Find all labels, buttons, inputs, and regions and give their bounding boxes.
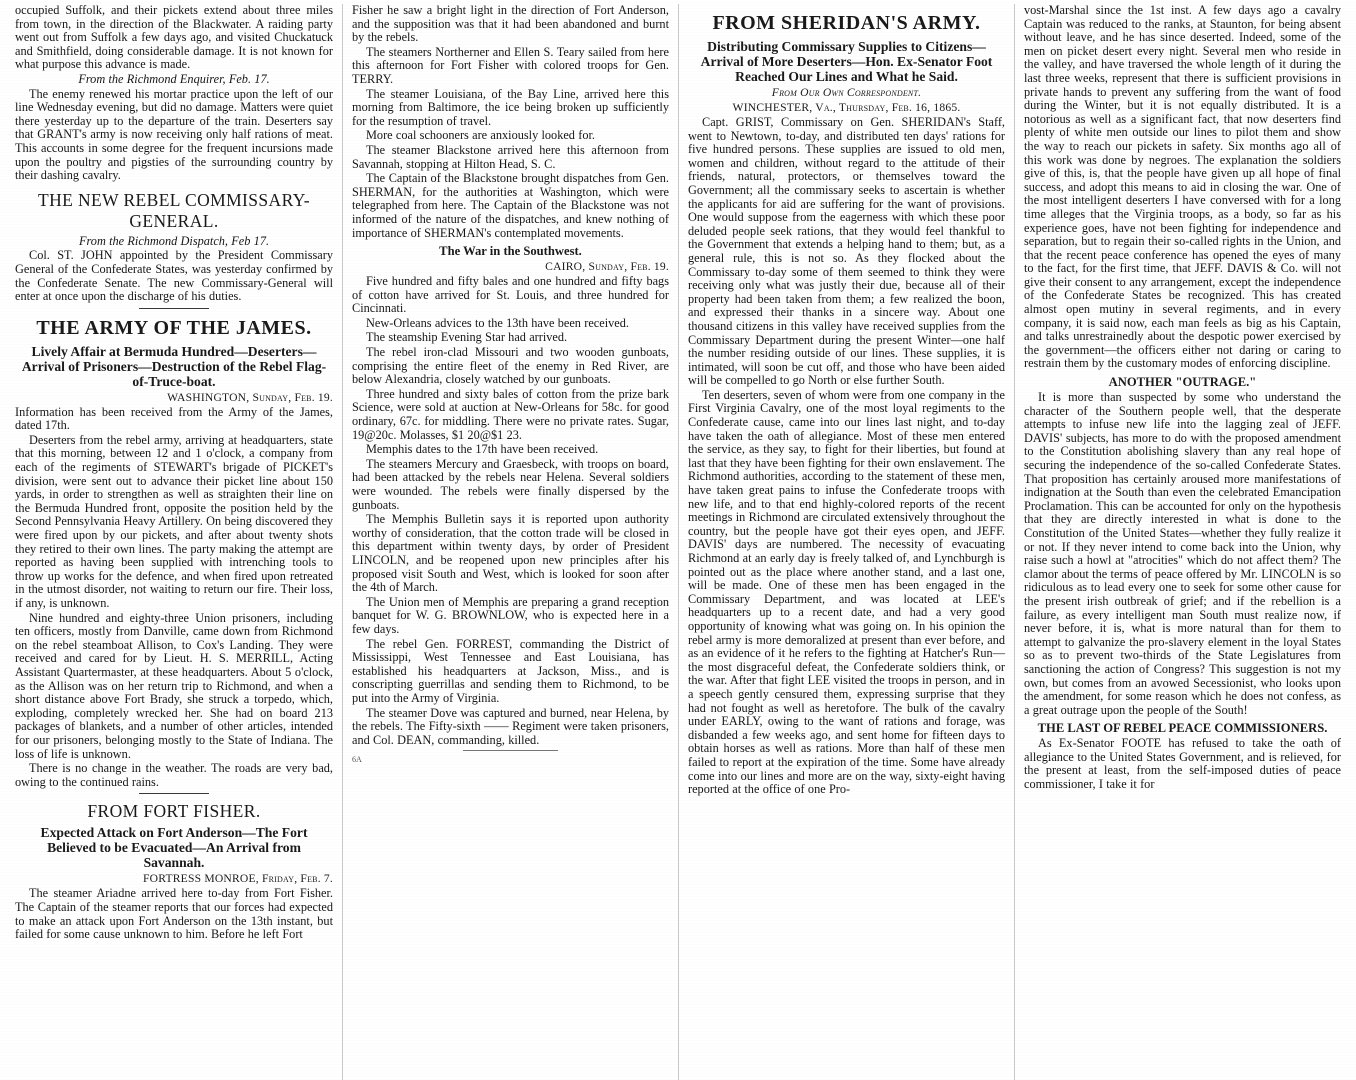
section-headline: THE NEW REBEL COMMISSARY-GENERAL. xyxy=(37,189,311,231)
paragraph: The rebel iron-clad Missouri and two wooden gunboats, comprising the entire fleet of the enemy in Red River, are below Alexandria, closely watched by our gunboats. xyxy=(352,345,669,387)
divider xyxy=(139,308,209,309)
paragraph: Fisher he saw a bright light in the direction of Fort Anderson, and the supposition was that it had been abandoned and burnt by the rebels. xyxy=(352,3,669,45)
paragraph: Col. ST. JOHN appointed by the President Commissary General of the Confederate States, was yesterday confirmed by the Confederate Senate. The new Commissary-General will enter at once upon the discharge of his duties. xyxy=(15,248,333,304)
paragraph: More coal schooners are anxiously looked for. xyxy=(366,128,595,143)
column-4 xyxy=(1014,4,1350,1080)
paragraph: Three hundred and sixty bales of cotton from the prize bark Science, were sold at auction at New-Orleans for 58c. for good ordinary, 67c. for middling. There were no private rates. Sugar, 19@20c. Molasses, $1 20@$1 23. xyxy=(352,386,669,442)
paragraph: occupied Suffolk, and their pickets extend about three miles from town, in the direction of the Blackwater. A raiding party went out from Suffolk a few days ago, and visited Chuckatuck and Smithfield, doing considerable damage. It is not known for what purpose this advance is made. xyxy=(15,3,333,72)
paragraph: The steamer Dove was captured and burned, near Helena, by the rebels. The Fifty-sixth —— Regiment were taken prisoners, and Col. DEAN, commanding, killed. xyxy=(352,705,669,747)
dateline: CAIRO, Sunday, Feb. 19. xyxy=(545,260,669,274)
column-3 xyxy=(678,4,1014,1080)
paragraph: Information has been received from the Army of the James, dated 17th. xyxy=(15,404,333,433)
source-credit: From the Richmond Dispatch, Feb 17. xyxy=(78,233,270,248)
paragraph: The Union men of Memphis are preparing a grand reception banquet for W. G. BROWNLOW, who is expected here in a few days. xyxy=(352,594,669,636)
paragraph: As Ex-Senator FOOTE has refused to take the oath of allegiance to the United States Government, and is relieved, for the present at least, from the self-imposed duties of peace commissioner, I take it for xyxy=(1024,736,1341,792)
paragraph: The Captain of the Blackstone brought dispatches from Gen. SHERMAN, for the authorities at Washington, which were telegraphed from here. The Captain of the Blackstone was not informed of the nature of the dispatches, and knew nothing of importance of SHERMAN's contemplated movements. xyxy=(352,171,669,240)
section-headline: FROM SHERIDAN'S ARMY. xyxy=(712,12,981,34)
section-headline: FROM FORT FISHER. xyxy=(87,801,261,822)
section-subhead: Lively Affair at Bermuda Hundred—Deserters—Arrival of Prisoners—Destruction of the Rebel Flag-of-Truce-boat. xyxy=(21,343,327,389)
paragraph: The enemy renewed his mortar practice upon the left of our line Wednesday evening, but did no damage. Matters were quiet there yesterday up to the departure of the train. Deserters say that GRANT's army is now receiving only half rations of meat. This accounts in some degree for the frequent incursions made upon the poultry and pigsties of the surrounding country by their dashing cavalry. xyxy=(15,86,333,183)
dateline: FORTRESS MONROE, Friday, Feb. 7. xyxy=(143,872,333,886)
column-2 xyxy=(342,4,678,1080)
divider xyxy=(139,793,209,794)
paragraph: New-Orleans advices to the 13th have been received. xyxy=(366,315,629,330)
section-subhead: Expected Attack on Fort Anderson—The Fort Believed to be Evacuated—An Arrival from Savannah. xyxy=(40,825,308,871)
section-headline: ANOTHER "OUTRAGE." xyxy=(1108,375,1257,390)
section-headline: THE LAST OF REBEL PEACE COMMISSIONERS. xyxy=(1037,721,1328,736)
paragraph: Ten deserters, seven of whom were from one company in the First Virginia Cavalry, one of the most loyal regiments to the Confederate cause, came into our lines last night, and to-day have taken the oath of allegiance. Most of these men entered the service, as they say, to fight for their liberties, but found at last that they have been fighting for their own enslavement. The Richmond authorities, according to the statement of these men, have taken great pains to infuse the Confederate troops with new life, and to that end highly-colored reports of the recent meetings in Richmond are circulated extensively throughout the country, but the people have got their eyes open, and JEFF. DAVIS' days are numbered. The necessity of evacuating Richmond at an early day is freely talked of, and Lynchburgh is pointed out as the place where another stand, and a last one, will be made. One of these men has been engaged in the Commissary Department, and was located at LEE's headquarters up to a recent date, and had a very good opportunity of knowing what was going on. In his opinion the rebel army is more demoralized at present than ever before, and as an evidence of it he refers to the fighting at Hatcher's Run—the most disgraceful defeat, the Confederate soldiers think, or the war. After that fight LEE visited the troops in person, and in a speech gently censured them, expressing surprise that they had not fought as well as heretofore. The bulk of the cavalry under EARLY, owing to the want of rations and forage, was disbanded a few weeks ago, and sent home for fifteen days to obtain horses as well as rations. More than half of these men failed to report at the expiration of the time. Some have already come into our lines and more are on the way, sixty-eight having reported at the office of one Pro- xyxy=(688,387,1005,797)
section-headline: THE ARMY OF THE JAMES. xyxy=(36,316,312,339)
paragraph: The steamer Louisiana, of the Bay Line, arrived here this morning from Baltimore, the ice being broken up sufficiently for the resumption of travel. xyxy=(352,86,669,128)
dateline: WASHINGTON, Sunday, Feb. 19. xyxy=(167,390,333,404)
paragraph: Deserters from the rebel army, arriving at headquarters, state that this morning, between 12 and 1 o'clock, a company from each of the regiments of STEWART's brigade of PICKET's division, were sent out to advance their picket line about 150 yards, in order to strengthen as well as straighten their line on the Bermuda Hundred front, opposite the position held by the Second Pennsylvania Heavy Artillery. On being discovered they were fired upon by our pickets, and after about twenty shots they retired to their own lines. The party making the attempt are reported as having been supplied with intrenching tools to throw up works for the defence, and when fired upon retreated in the utmost disorder, not waiting to return our fire. Their loss, if any, is unknown. xyxy=(15,432,333,610)
paragraph: The steamer Blackstone arrived here this afternoon from Savannah, stopping at Hilton Head, S. C. xyxy=(352,142,669,171)
paragraph: Nine hundred and eighty-three Union prisoners, including ten officers, mostly from Danville, came down from Richmond on the rebel steamboat Allison, to Cox's Landing. They were received and cared for by Lieut. H. S. MERRILL, Acting Assistant Quartermaster, at these headquarters. About 5 o'clock, as the Allison was on her return trip to Richmond, and when a short distance above Fort Brady, she struck a torpedo, which, exploding, completely wrecked her. She had on board 213 packages of blankets, and a number of other articles, intended for our prisoners, belonging mostly to the State of Indiana. The loss of life is unknown. xyxy=(15,610,333,761)
source-credit: From the Richmond Enquirer, Feb. 17. xyxy=(78,71,270,86)
paragraph: Memphis dates to the 17th have been received. xyxy=(366,442,599,457)
paragraph: The steamer Ariadne arrived here to-day from Fort Fisher. The Captain of the steamer reports that our forces had expected to make an attack upon Fort Anderson on the 13th instant, but failed for some cause unknown to him. Before he left Fort xyxy=(15,886,333,942)
section-headline: The War in the Southwest. xyxy=(439,244,582,259)
paragraph: The Memphis Bulletin says it is reported upon authority worthy of consideration, that the cotton trade will be closed in this department within twenty days, by order of President LINCOLN, and be reopened upon new principles after his proposed visit South and West, which is looked for soon after the 4th of March. xyxy=(352,512,669,595)
paragraph: Five hundred and fifty bales and one hundred and fifty bags of cotton have arrived for St. Louis, and three hundred for Cincinnati. xyxy=(352,274,669,316)
paragraph: It is more than suspected by some who understand the character of the Southern people well, that the desperate attempts to infuse new life into the lagging zeal of JEFF. DAVIS' subjects, has more to do with the proposed amendment to the Constitution abolishing slavery than any real hope of securing the independence of the so-called Confederate States. That proposition has certainly aroused more manifestations of indignation at the South than even the celebrated Emancipation Proclamation. This can be accounted for only on the hypothesis that they are directly interested in what is done to the Constitution of the United States—whether they fully realize it or not. If they never intend to come back into the Union, why raise such a howl at "atrocities" which do not affect them? The clamor about the terms of peace offered by Mr. LINCOLN is so ridiculous as to lead every one to seek for some other cause for the present irish outbreak of grief; and if the rebellion is a failure, as every intelligent man South must realize now, if never before, it is, what is more natural than for them to attempt to galvanize the pro-slavery element in the loyal States so as to prevent two-thirds of the State Legislatures from sanctioning the action of Congress? This suggestion is not my own, but comes from an avowed Secessionist, who looks upon the amendment, for some reason which he does not confess, as a great outrage upon the people of the South! xyxy=(1024,390,1341,717)
page-mark: 6A xyxy=(352,755,362,765)
section-subhead: Distributing Commissary Supplies to Citizens—Arrival of More Deserters—Hon. Ex-Senator Foot Reached Our Lines and What he Said. xyxy=(700,39,993,84)
paragraph: The rebel Gen. FORREST, commanding the District of Mississippi, West Tennessee and East Louisiana, has established his headquarters at Jackson, Miss., and is conscripting guerrillas and sending them to Richmond, to be put into the Army of Virginia. xyxy=(352,636,669,705)
paragraph: The steamship Evening Star had arrived. xyxy=(366,330,568,345)
paragraph: The steamers Mercury and Graesbeck, with troops on board, had been attacked by the rebels near Helena. Several soldiers were wounded. The rebels were finally dispersed by the gunboats. xyxy=(352,456,669,512)
divider xyxy=(463,750,558,751)
paragraph: The steamers Northerner and Ellen S. Teary sailed from here this afternoon for Fort Fisher with colored troops for Gen. TERRY. xyxy=(352,44,669,86)
source-credit: From Our Own Correspondent. xyxy=(771,86,922,99)
paragraph: There is no change in the weather. The roads are very bad, owing to the continued rains. xyxy=(15,761,333,789)
dateline: WINCHESTER, Va., Thursday, Feb. 16, 1865. xyxy=(732,101,961,114)
column-1 xyxy=(6,4,342,1080)
paragraph: Capt. GRIST, Commissary on Gen. SHERIDAN's Staff, went to Newtown, to-day, and distributed ten days' rations for five hundred persons. These supplies are issued to old men, women and children, without regard to the attitude of their friends, natural, protectors, or themselves toward the Government; all the commissary seeks to ascertain is whether the applicants for aid are suffering for the want of provisions. One would suppose from the eagerness with which these poor deluded people seek rations, that they would feel thankful to the Government that extends a helping hand to them; but, as a general rule, this is not so. As they flocked about the Commissary to-day some of them seemed to think they were receiving only what was justly their due, because all of their property had been taken from them; a few realized the boon, and expressed their thanks in a sincere way. About one thousand citizens in this valley have received supplies from the Commissary Department during the present Winter—one half the number residing outside of our lines. These supplies, it is intimated, will soon be cut off, and those who have been aided will be compelled to go North or else further South. xyxy=(688,115,1005,388)
paragraph: vost-Marshal since the 1st inst. A few days ago a cavalry Captain was reduced to the ranks, at Staunton, for being absent without leave, and he has since deserted. Indeed, some of the men on picket desert every night. Several men who reside in the valley, and have traversed the whole length of it during the last three weeks, represent that there is sufficient provisions in private hands to prevent any suffering from the want of food during the Winter, but it is not equally distributed. It is a notorious as well as a significant fact, that now deserters find plenty of white men outside our lines to pilot them and show the way to reach our pickets in safety. Six months ago all of this work was done by negroes. The explanation the soldiers give of this, is, that the people have given up all hope of final success, and adopt this means to aid in closing the war. One of the most intelligent deserters I have conversed with for a long time alleges that the Virginia troops, as a body, so far as his experience goes, have not been fighting for independence and separation, but to regain their so-called rights in the Union, and that the recent peace conference has opened the eyes of many to the fact, for the first time, that JEFF. DAVIS & Co. will not give their consent to any arrangement, except the independence of the Confederate States be recognized. This has created almost open mutiny in several regiments, and in every company, it is said now, each man feels as big as his Captain, and talks unrestrainedly about the despotic power exercised by the government—the officers either not daring or caring to restrain them by the customary modes of enforcing discipline. xyxy=(1024,3,1341,371)
